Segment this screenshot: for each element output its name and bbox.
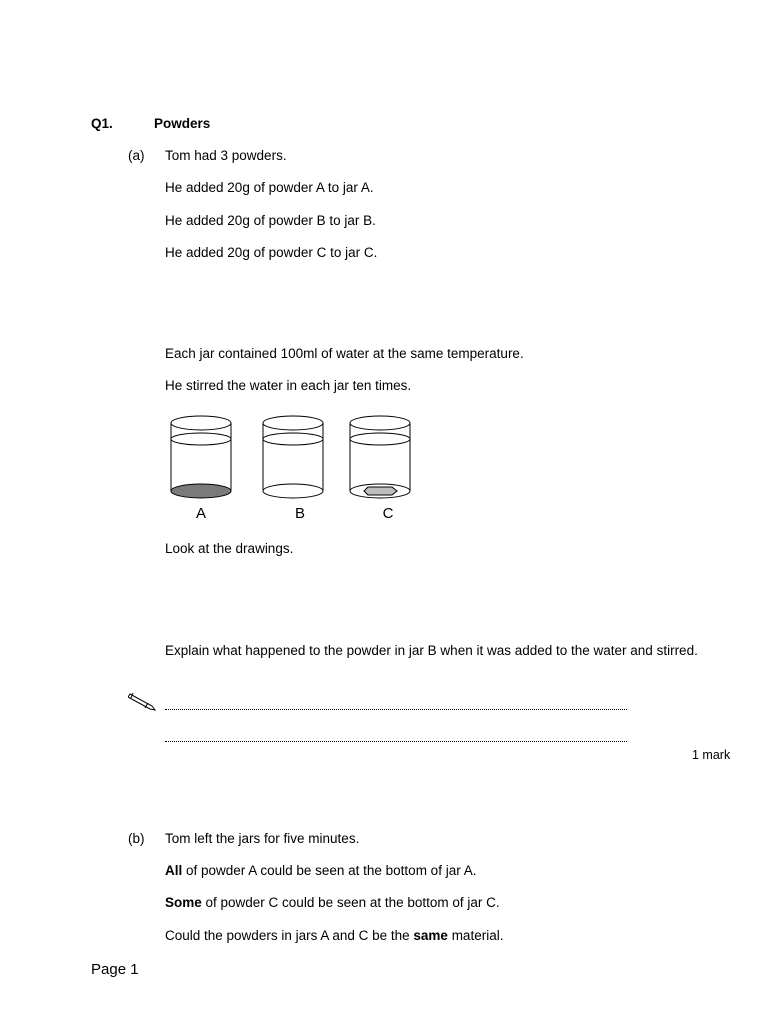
- jar-label-c: C: [382, 505, 394, 522]
- line-2-text: of powder C could be seen at the bottom of jar C.: [201, 895, 500, 910]
- part-b-label: (b): [128, 831, 145, 846]
- mark-label: 1 mark: [692, 748, 731, 762]
- jar-a: [171, 416, 231, 498]
- answer-line-1[interactable]: [165, 709, 627, 710]
- explain-question: Explain what happened to the powder in jar B when it was added to the water and stirred.: [165, 643, 698, 658]
- stirred-line: He stirred the water in each jar ten times.: [165, 378, 412, 393]
- pencil-icon: [128, 690, 158, 712]
- step-line: He added 20g of powder B to jar B.: [165, 213, 376, 228]
- jar-c: [350, 416, 410, 498]
- page-number: Page 1: [91, 961, 139, 978]
- part-b-intro: Tom left the jars for five minutes.: [165, 831, 360, 846]
- emphasis-some: Some: [165, 895, 202, 910]
- emphasis-same: same: [413, 928, 448, 943]
- step-line: He added 20g of powder A to jar A.: [165, 180, 374, 195]
- jars-drawing: [160, 410, 430, 525]
- part-a-intro: Tom had 3 powders.: [165, 148, 287, 163]
- jar-label-b: B: [294, 505, 306, 522]
- line-3-post: material.: [447, 928, 504, 943]
- step-line: He added 20g of powder C to jar C.: [165, 245, 378, 260]
- part-b-line-2: [165, 895, 500, 910]
- jar-b: [263, 416, 323, 498]
- part-a-label: (a): [128, 148, 145, 163]
- water-line: Each jar contained 100ml of water at the same temperature.: [165, 346, 524, 361]
- sediment-a: [171, 484, 231, 498]
- line-3-pre: Could the powders in jars A and C be the: [165, 928, 414, 943]
- question-title: Powders: [154, 116, 211, 131]
- part-b-line-1: [165, 863, 476, 878]
- part-b-line-3: [165, 928, 503, 943]
- emphasis-all: All: [165, 863, 183, 878]
- answer-line-2[interactable]: [165, 741, 627, 742]
- look-line: Look at the drawings.: [165, 541, 294, 556]
- question-number: Q1.: [91, 116, 113, 131]
- jar-label-a: A: [195, 505, 207, 522]
- line-1-text: of powder A could be seen at the bottom of jar A.: [182, 863, 477, 878]
- sediment-c: [364, 487, 397, 495]
